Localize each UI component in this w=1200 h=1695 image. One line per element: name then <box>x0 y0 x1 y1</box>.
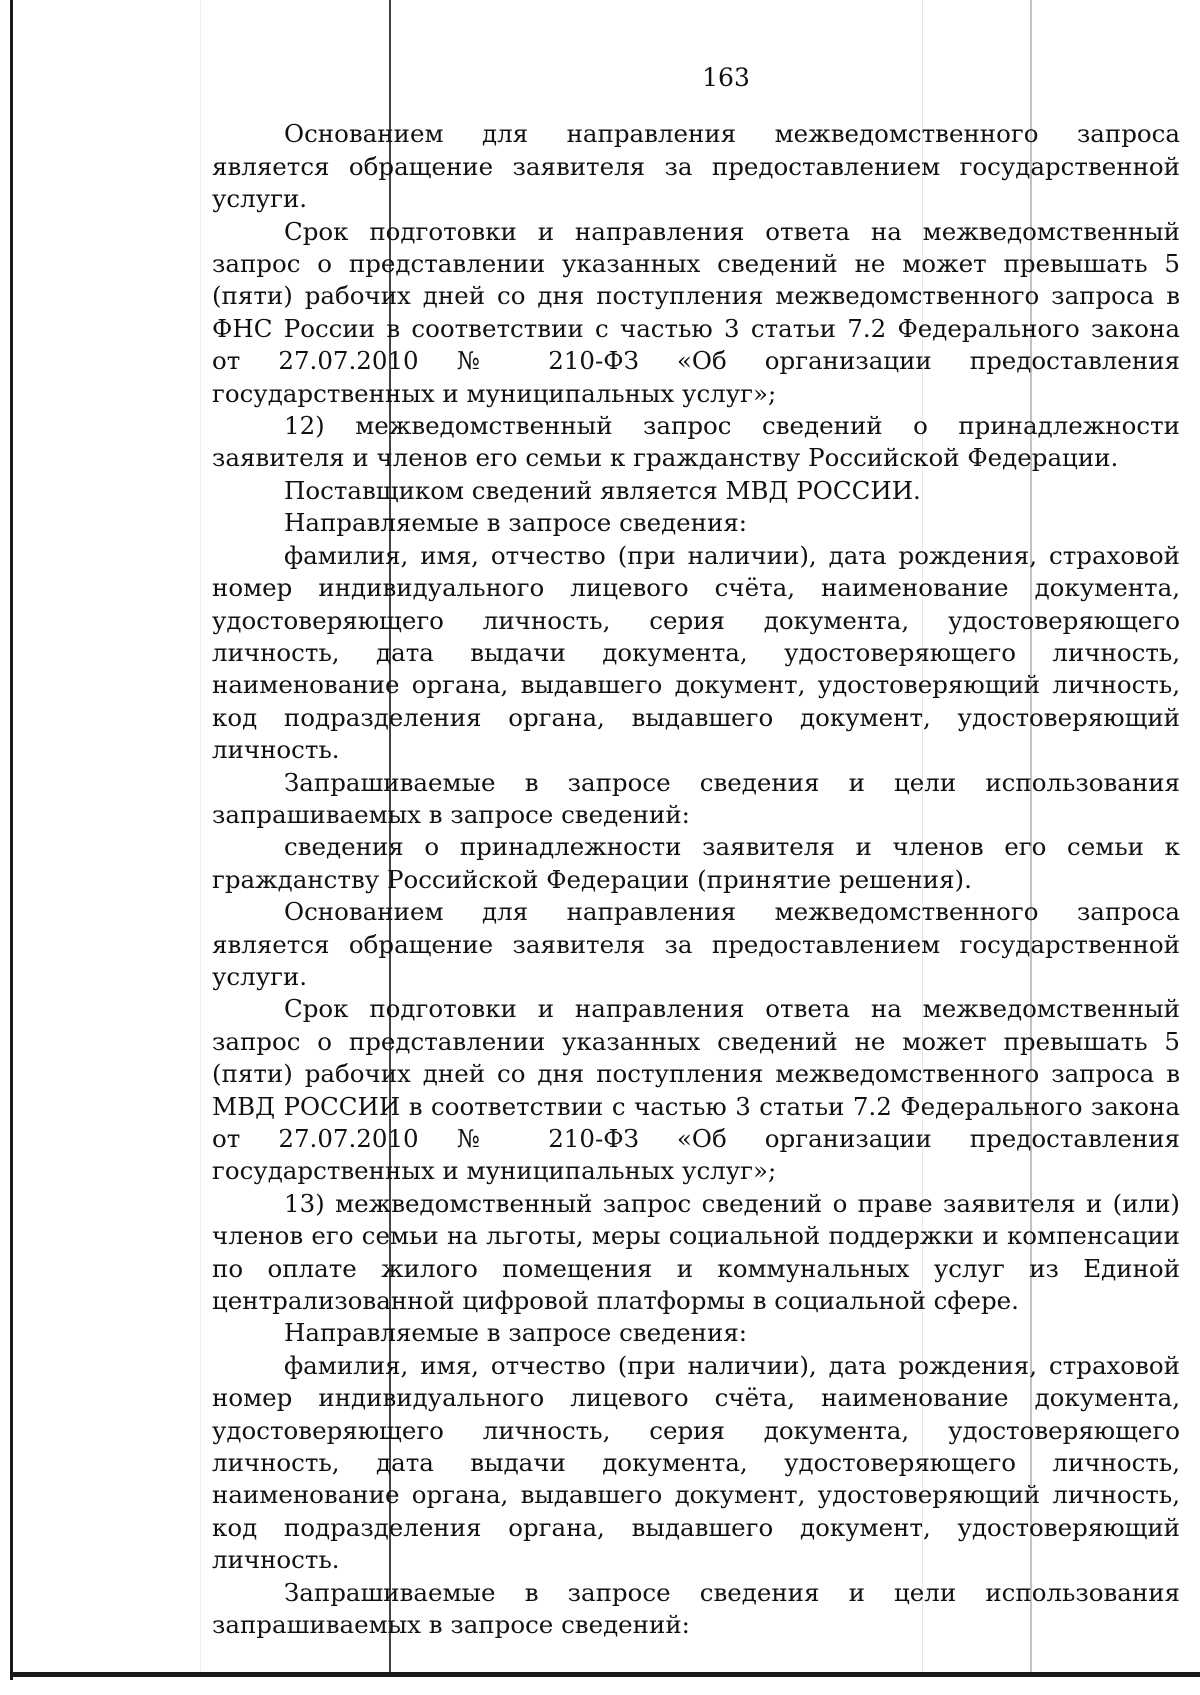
paragraph: Поставщиком сведений является МВД РОССИИ. <box>284 475 921 505</box>
scan-border-bottom <box>10 1672 1200 1677</box>
page-number: 163 <box>702 63 750 92</box>
paragraph: Срок подготовки и направления ответа на межведомственный запрос о представлении указанных сведений не может превышать 5 (пяти) рабочих дней со дня поступления межведомственного запроса в МВД РОССИИ в соответствии с частью 3 статьи 7.2 Федерального закона от 27.07.2010 № 210-ФЗ «Об организации предоставления государственных и муниципальных услуг»; <box>212 994 1180 1186</box>
paragraph: Направляемые в запросе сведения: <box>284 508 748 538</box>
paragraph: 12) межведомственный запрос сведений о принадлежности заявителя и членов его семьи к гражданству Российской Федерации. <box>212 411 1180 473</box>
paragraph: Запрашиваемые в запросе сведения и цели использования запрашиваемых в запросе сведений: <box>212 767 1180 829</box>
paragraph: сведения о принадлежности заявителя и членов его семьи к гражданству Российской Федерации (принятие решения). <box>212 832 1180 894</box>
paragraph: фамилия, имя, отчество (при наличии), дата рождения, страховой номер индивидуального лицевого счёта, наименование документа, удостоверяющего личность, серия документа, удостоверяющего личность, дата выдачи документа, удостоверяющего личность, наименование органа, выдавшего документ, удостоверяющий личность, код подразделения органа, выдавшего документ, удостоверяющий личность. <box>212 1350 1180 1575</box>
paragraph: Основанием для направления межведомственного запроса является обращение заявителя за предоставлением государственной услуги. <box>212 119 1180 214</box>
scan-artifact-line <box>200 0 201 1672</box>
scan-border-left <box>10 0 13 1680</box>
paragraph: Направляемые в запросе сведения: <box>284 1318 748 1348</box>
paragraph: Запрашиваемые в запросе сведения и цели использования запрашиваемых в запросе сведений: <box>212 1577 1180 1640</box>
paragraph: фамилия, имя, отчество (при наличии), дата рождения, страховой номер индивидуального лицевого счёта, наименование документа, удостоверяющего личность, серия документа, удостоверяющего личность, дата выдачи документа, удостоверяющего личность, наименование органа, выдавшего документ, удостоверяющий личность, код подразделения органа, выдавшего документ, удостоверяющий личность. <box>212 540 1180 765</box>
paragraph: Основанием для направления межведомственного запроса является обращение заявителя за предоставлением государственной услуги. <box>212 897 1180 991</box>
document-body <box>212 62 1180 1642</box>
paragraph: 13) межведомственный запрос сведений о праве заявителя и (или) членов его семьи на льготы, меры социальной поддержки и компенсации по оплате жилого помещения и коммунальных услуг из Единой централизованной цифровой платформы в социальной сфере. <box>212 1188 1180 1316</box>
paragraph: Срок подготовки и направления ответа на межведомственный запрос о представлении указанных сведений не может превышать 5 (пяти) рабочих дней со дня поступления межведомственного запроса в ФНС России в соответствии с частью 3 статьи 7.2 Федерального закона от 27.07.2010 № 210-ФЗ «Об организации предоставления государственных и муниципальных услуг»; <box>212 216 1180 408</box>
